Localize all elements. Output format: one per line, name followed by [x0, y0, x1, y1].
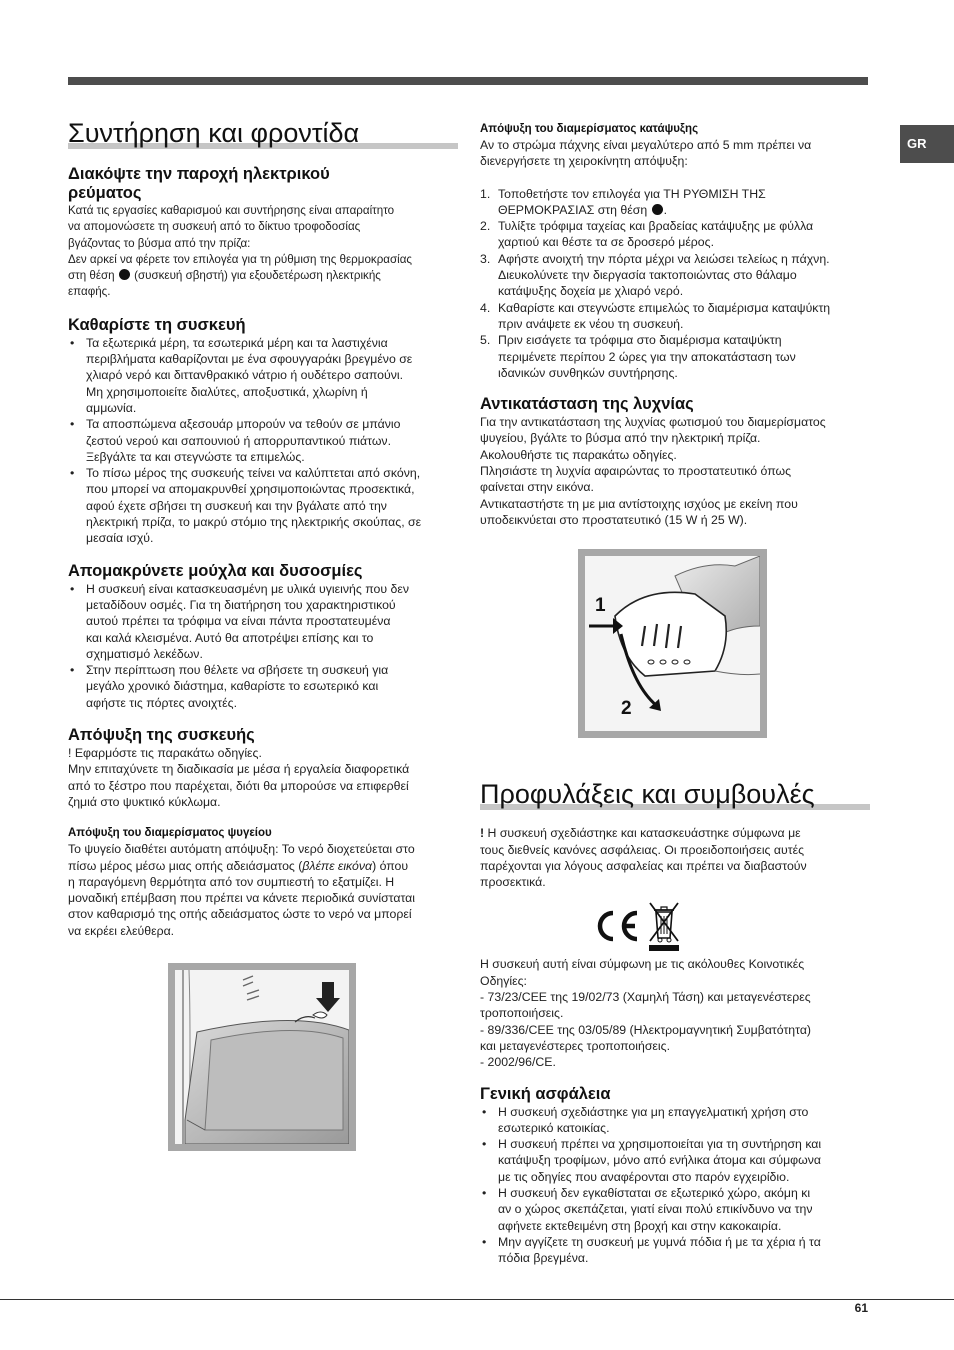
- off-position-dot-icon: [652, 204, 663, 215]
- list-item: • Η συσκευή σχεδιάστηκε για μη επαγγελματική χρήση στο εσωτερικό κατοικίας.: [480, 1104, 870, 1137]
- list-item: • Μην αγγίζετε τη συσκευή με γυμνά πόδια ή με τα χέρια ή τα πόδια βρεγμένα.: [480, 1234, 870, 1267]
- list-item: 4. Καθαρίστε και στεγνώστε επιμελώς το διαμέρισμα καταψύκτη πριν ανάψετε εκ νέου τη συσκευή.: [480, 300, 831, 331]
- fridge-defrost-heading: Απόψυξη του διαμερίσματος ψυγείου: [68, 827, 272, 840]
- left-column: [68, 117, 458, 939]
- precautions-intro: ! Η συσκευή σχεδιάστηκε και κατασκευάστηκε σύμφωνα με τους διεθνείς κανόνες ασφάλειας. Οι προειδοποιήσεις αυτές παρέχονται για λόγους ασφαλείας και πρέπει να διαβαστούν προσεκτικά.: [480, 826, 807, 890]
- lamp-cover-drawing: [585, 556, 760, 731]
- fridge-defrost-text: Το ψυγείο διαθέτει αυτόματη απόψυξη: Το νερό διοχετεύεται στο πίσω μέρος μέσω μιας οπής αδειάσματος (βλέπε εικόνα) όπου η παραγόμενη θερμότητα από τον συμπιεστή το εξατμίζει. Η μοναδική επέμβαση που πρέπει να κάνετε περιοδικά συνίσταται στον καθαρισμό της οπής αδειάσματος ώστε το νερό να μπορεί να εκρέει ελεύθερα.: [68, 842, 415, 938]
- drain-hole-drawing: [175, 970, 349, 1144]
- maintenance-title: Συντήρηση και φροντίδα: [68, 117, 458, 149]
- drain-hole-illustration: [168, 963, 356, 1151]
- list-item: • Η συσκευή δεν εγκαθίσταται σε εξωτερικό χώρο, ακόμη κι αν ο χώρος σκεπάζεται, γιατί είναι πολύ επικίνδυνο να την αφήνετε εκτεθειμένη στη βροχή και στην κακοκαιρία.: [480, 1185, 870, 1234]
- lamp-text: Για την αντικατάσταση της λυχνίας φωτισμού του διαμερίσματος ψυγείου, βγάλτε το βύσμα από την ηλεκτρική πρίζα. Ακολουθήστε τις παρακάτω οδηγίες. Πλησιάστε τη λυχνία αφαιρώντας το προστατευτικό όπως φαίνεται στην εικόνα. Αντικαταστήστε τη με μια αντίστοιχης ισχύος με εκείνη που υποδεικνύεται στο προστατευτικό (15 W ή 25 W).: [480, 415, 826, 527]
- lamp-cover-illustration: [578, 549, 767, 738]
- footer-rule: [0, 1299, 954, 1300]
- power-text: Κατά τις εργασίες καθαρισμού και συντήρησης είναι απαραίτητο να απομονώσετε τη συσκευή από το δίκτυο τροφοδοσίας βγάζοντας το βύσμα από την πρίζα: Δεν αρκεί να φέρετε τον επιλογέα για τη ρύθμιση της θερμοκρασίας στη θέση (συσκευή σβηστή) για εξουδετέρωση ηλεκτρικής επαφής.: [68, 204, 413, 299]
- compliance-marks: [593, 900, 870, 952]
- weee-bin-icon: [647, 900, 681, 952]
- power-heading: Διακόψτε την παροχή ηλεκτρικού ρεύματος: [68, 165, 330, 202]
- lamp-heading: Αντικατάσταση της λυχνίας: [480, 395, 694, 414]
- odors-heading: Απομακρύνετε μούχλα και δυσοσμίες: [68, 561, 363, 580]
- step-1-label: 1: [595, 595, 606, 616]
- list-item: • Στην περίπτωση που θέλετε να σβήσετε τη συσκευή για μεγάλο χρονικό διάστημα, καθαρίστε το εσωτερικό και αφήστε τις πόρτες ανοιχτές.: [68, 662, 458, 711]
- list-item: 2. Τυλίξτε τρόφιμα ταχείας και βραδείας κατάψυξης με φύλλα χαρτιού και θέστε τα σε δροσερό μέρος.: [480, 219, 814, 250]
- language-tab: GR: [900, 125, 954, 163]
- list-item: 1. Τοποθετήστε τον επιλογέα για ΤΗ ΡΥΘΜΙΣΗ ΤΗΣ ΘΕΡΜΟΚΡΑΣΙΑΣ στη θέση .: [480, 186, 766, 217]
- safety-list: [480, 1104, 870, 1267]
- step-2-label: 2: [621, 698, 632, 719]
- clean-heading: Καθαρίστε τη συσκευή: [68, 315, 246, 334]
- list-item: • Τα εξωτερικά μέρη, τα εσωτερικά μέρη και τα λαστιχένια περιβλήματα καθαρίζονται με ένα σφουγγαράκι βρεγμένο σε χλιαρό νερό και διττανθρακικό νάτριο ή ουδέτερο σαπούνι. Μη χρησιμοποιείτε διαλύτες, αποξυστικά, χλωρίνη ή αμμωνία.: [68, 335, 458, 416]
- list-item: • Το πίσω μέρος της συσκευής τείνει να καλύπτεται από σκόνη, που μπορεί να απομακρυνθεί χρησιμοποιώντας προσεκτικά, αφού έχετε σβήσει τη συσκευή και την βγάλατε από την ηλεκτρική πρίζα, το μακρύ στόμιο της ηλεκτρικής σκούπας, σε μεσαία ισχύ.: [68, 465, 458, 546]
- odors-list: [68, 581, 458, 711]
- defrost-heading: Απόψυξη της συσκευής: [68, 726, 255, 745]
- list-item: • Η συσκευή πρέπει να χρησιμοποιείται για τη συντήρηση και κατάψυξη τροφίμων, μόνο από ενήλικα άτομα και σύμφωνα με τις οδηγίες που αναφέρονται στο παρόν εγχειρίδιο.: [480, 1136, 870, 1185]
- freezer-defrost-heading: Απόψυξη του διαμερίσματος κατάψυξης: [480, 123, 699, 135]
- clean-list: [68, 335, 458, 547]
- precautions-title: Προφυλάξεις και συμβουλές: [480, 778, 870, 810]
- safety-heading: Γενική ασφάλεια: [480, 1084, 611, 1103]
- list-item: 3. Αφήστε ανοιχτή την πόρτα μέχρι να λειώσει τελείως η πάχνη. Διευκολύνετε την διεργασία τακτοποιώντας στο θάλαμο κατάψυξης δοχεία με χλιαρό νερό.: [480, 251, 830, 299]
- directives-text: Η συσκευή αυτή είναι σύμφωνη με τις ακόλουθες Κοινοτικές Οδηγίες: - 73/23/CEE της 19/02/73 (Χαμηλή Τάση) και μεταγενέστερες τροποποιήσεις. - 89/336/CEE της 03/05/89 (Ηλεκτρομαγνητική Συμβατότητα) και μεταγενέστερες τροποποιήσεις. - 2002/96/CE.: [480, 957, 812, 1070]
- off-position-dot-icon: [119, 269, 130, 280]
- list-item: • Τα αποσπώμενα αξεσουάρ μπορούν να τεθούν σε μπάνιο ζεστού νερού και σαπουνιού ή απορρυπαντικού πιάτων. Ξεβγάλτε τα και στεγνώστε τα επιμελώς.: [68, 416, 458, 465]
- defrost-text: ! Εφαρμόστε τις παρακάτω οδηγίες. Μην επιταχύνετε τη διαδικασία με μέσα ή εργαλεία διαφορετικά από το ξέστρο που παρέχεται, διότι θα μπορούσε να επιφερθεί ζημιά στο ψυκτικό κύκλωμα.: [68, 746, 410, 809]
- ce-mark-icon: [593, 909, 641, 943]
- header-rule: [68, 77, 868, 85]
- list-item: 5. Πριν εισάγετε τα τρόφιμα στο διαμέρισμα καταψύκτη περιμένετε περίπου 2 ώρες για την αποκατάσταση των ιδανικών συνθηκών συντήρησης.: [480, 333, 796, 380]
- freezer-defrost-intro: Αν το στρώμα πάχνης είναι μεγαλύτερο από 5 mm πρέπει να διενεργήσετε τη χειροκίνητη απόψυξη:: [480, 138, 812, 169]
- freezer-defrost-steps: [480, 186, 870, 382]
- page-number: 61: [854, 1301, 868, 1315]
- list-item: • Η συσκευή είναι κατασκευασμένη με υλικά υγιεινής που δεν μεταδίδουν οσμές. Για τη διατήρηση του χαρακτηριστικού αυτού πρέπει τα τρόφιμα να είναι πάντα προστατευμένα και καλά κλεισμένα. Αυτό θα αποτρέψει επίσης και το σχηματισμό λεκέδων.: [68, 581, 458, 662]
